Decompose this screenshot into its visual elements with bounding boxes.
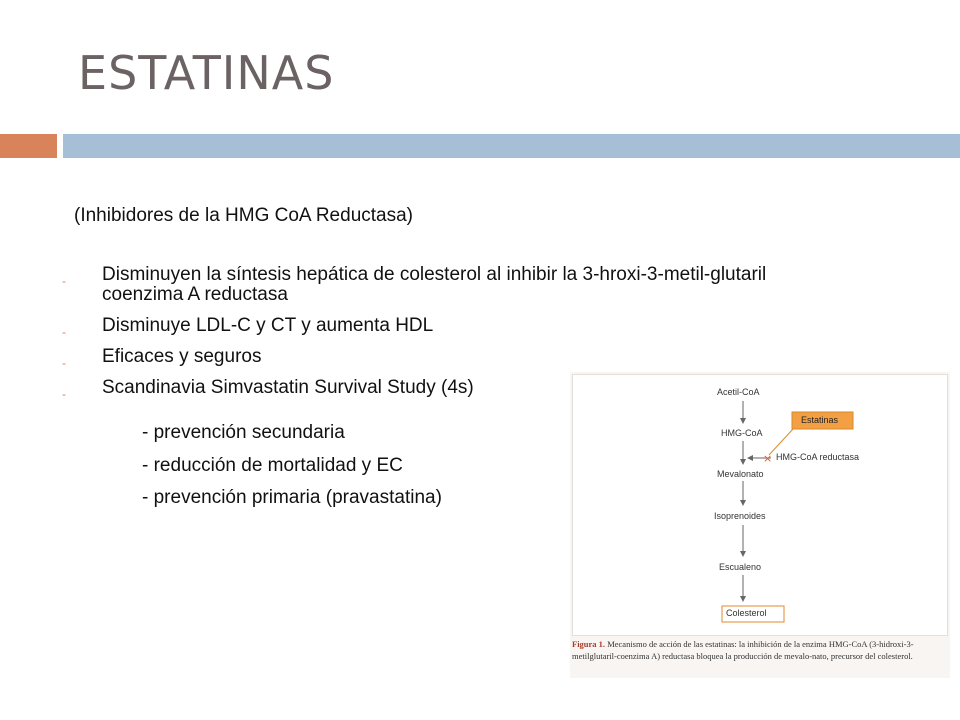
bullet-item bbox=[62, 346, 842, 370]
node-mevalonato: Mevalonato bbox=[717, 469, 764, 479]
accent-bar-blue bbox=[63, 134, 960, 158]
bullet-dash-icon: - bbox=[62, 274, 66, 288]
inhibitor-label: Estatinas bbox=[801, 415, 839, 425]
bullet-dash-icon: - bbox=[62, 387, 66, 401]
bullet-dash-icon: - bbox=[62, 356, 66, 370]
node-acetil-coa: Acetil-CoA bbox=[717, 387, 760, 397]
node-escualeno: Escualeno bbox=[719, 562, 762, 572]
sub-item-primary-prevention: - prevención primaria (pravastatina) bbox=[142, 487, 442, 508]
mechanism-figure bbox=[570, 372, 950, 678]
inhibition-x-icon: × bbox=[763, 452, 773, 465]
figure-caption bbox=[572, 638, 948, 662]
caption-text: Mecanismo de acción de las estatinas: la inhibición de la enzima HMG-CoA (3-hidroxi-3-metilglutaril-coenzima A) reductasa bloquea la producción de mevalo-nato, precursor del colesterol. bbox=[572, 639, 914, 661]
caption-label: Figura 1. bbox=[572, 639, 606, 649]
pathway-diagram bbox=[572, 374, 948, 636]
bullet-text: Disminuye LDL-C y CT y aumenta HDL bbox=[102, 315, 434, 336]
sub-item-secondary-prevention: - prevención secundaria bbox=[142, 422, 345, 443]
bullet-text: Scandinavia Simvastatin Survival Study (4s) bbox=[102, 377, 474, 398]
bullet-item bbox=[62, 265, 842, 305]
node-isoprenoides: Isoprenoides bbox=[714, 511, 766, 521]
slide-title: ESTATINAS bbox=[78, 46, 335, 100]
node-hmg-coa: HMG-CoA bbox=[721, 428, 763, 438]
pathway-arrows bbox=[573, 375, 947, 635]
accent-bar-orange bbox=[0, 134, 57, 158]
bullet-item bbox=[62, 315, 842, 339]
slide-subtitle: (Inhibidores de la HMG CoA Reductasa) bbox=[74, 205, 413, 226]
bullet-dash-icon: - bbox=[62, 325, 66, 339]
bullet-text: Disminuyen la síntesis hepática de colesterol al inhibir la 3-hroxi-3-metil-glutaril coenzima A reductasa bbox=[102, 264, 767, 305]
enzyme-label: HMG-CoA reductasa bbox=[776, 452, 860, 462]
bullet-text: Eficaces y seguros bbox=[102, 346, 262, 367]
node-colesterol: Colesterol bbox=[726, 608, 767, 618]
sub-item-mortality: - reducción de mortalidad y EC bbox=[142, 455, 403, 476]
